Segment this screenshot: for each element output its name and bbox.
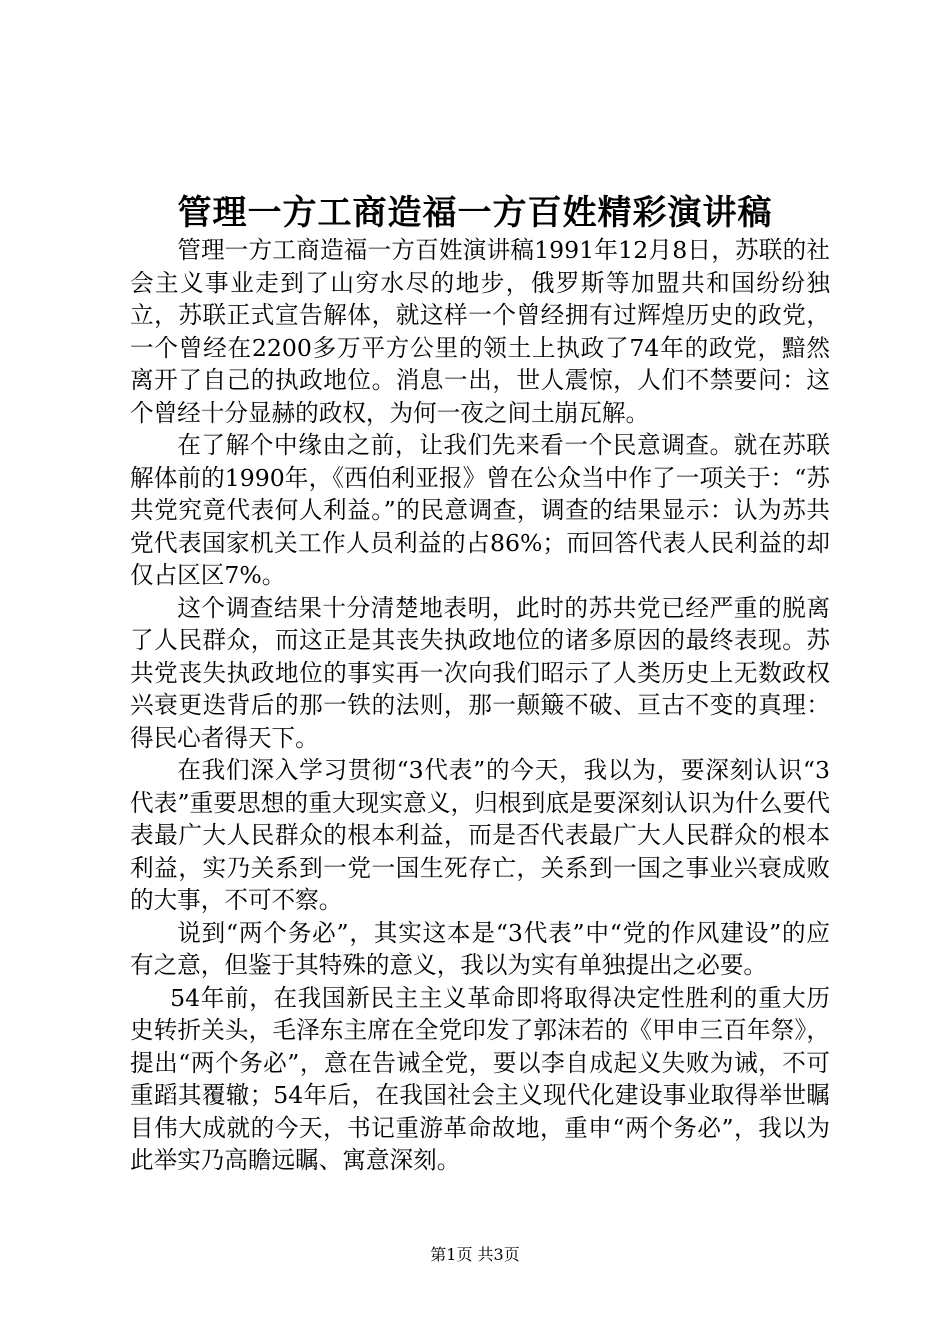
paragraph: 这个调查结果十分清楚地表明，此时的苏共党已经严重的脱离了人民群众，而这正是其丧失执政地位的诸多原因的最终表现。苏共党丧失执政地位的事实再一次向我们昭示了人类历史上无数政权兴衰更迭背后的那一铁的法则，那一颠簸不破、亘古不变的真理：得民心者得天下。 <box>130 593 830 752</box>
paragraph: 54年前，在我国新民主主义革命即将取得决定性胜利的重大历史转折关头，毛泽东主席在全党印发了郭沫若的《甲申三百年祭》，提出“两个务必”，意在告诫全党，要以李自成起义失败为诫，不可重蹈其覆辙；54年后，在我国社会主义现代化建设事业取得举世瞩目伟大成就的今天，书记重游革命故地，重申“两个务必”，我以为此举实乃高瞻远瞩、寓意深刻。 <box>130 983 830 1174</box>
page-title: 管理一方工商造福一方百姓精彩演讲稿 <box>177 193 773 233</box>
document-body <box>130 234 830 1177</box>
paragraph: 在我们深入学习贯彻“3代表”的今天，我以为，要深刻认识“3代表”重要思想的重大现实意义，归根到底是要深刻认识为什么要代表最广大人民群众的根本利益，而是否代表最广大人民群众的根本利益，实乃关系到一党一国生死存亡，关系到一国之事业兴衰成败的大事，不可不察。 <box>130 756 830 914</box>
paragraph: 说到“两个务必”，其实这本是“3代表”中“党的作风建设”的应有之意，但鉴于其特殊的意义，我以为实有单独提出之必要。 <box>130 918 830 979</box>
paragraph: 管理一方工商造福一方百姓演讲稿1991年12月8日，苏联的社会主义事业走到了山穷水尽的地步，俄罗斯等加盟共和国纷纷独立，苏联正式宣告解体，就这样一个曾经拥有过辉煌历史的政党，一个曾经在2200多万平方公里的领土上执政了74年的政党，黯然离开了自己的执政地位。消息一出，世人震惊，人们不禁要问：这个曾经十分显赫的政权，为何一夜之间土崩瓦解。 <box>130 236 830 427</box>
paragraph: 在了解个中缘由之前，让我们先来看一个民意调查。就在苏联解体前的1990年，《西伯利亚报》曾在公众当中作了一项关于：“苏共党究竟代表何人利益。”的民意调查，调查的结果显示：认为苏共党代表国家机关工作人员利益的占86%；而回答代表人民利益的却仅占区区7%。 <box>130 431 830 589</box>
page-footer: 第1页 共3页 <box>430 1245 520 1264</box>
